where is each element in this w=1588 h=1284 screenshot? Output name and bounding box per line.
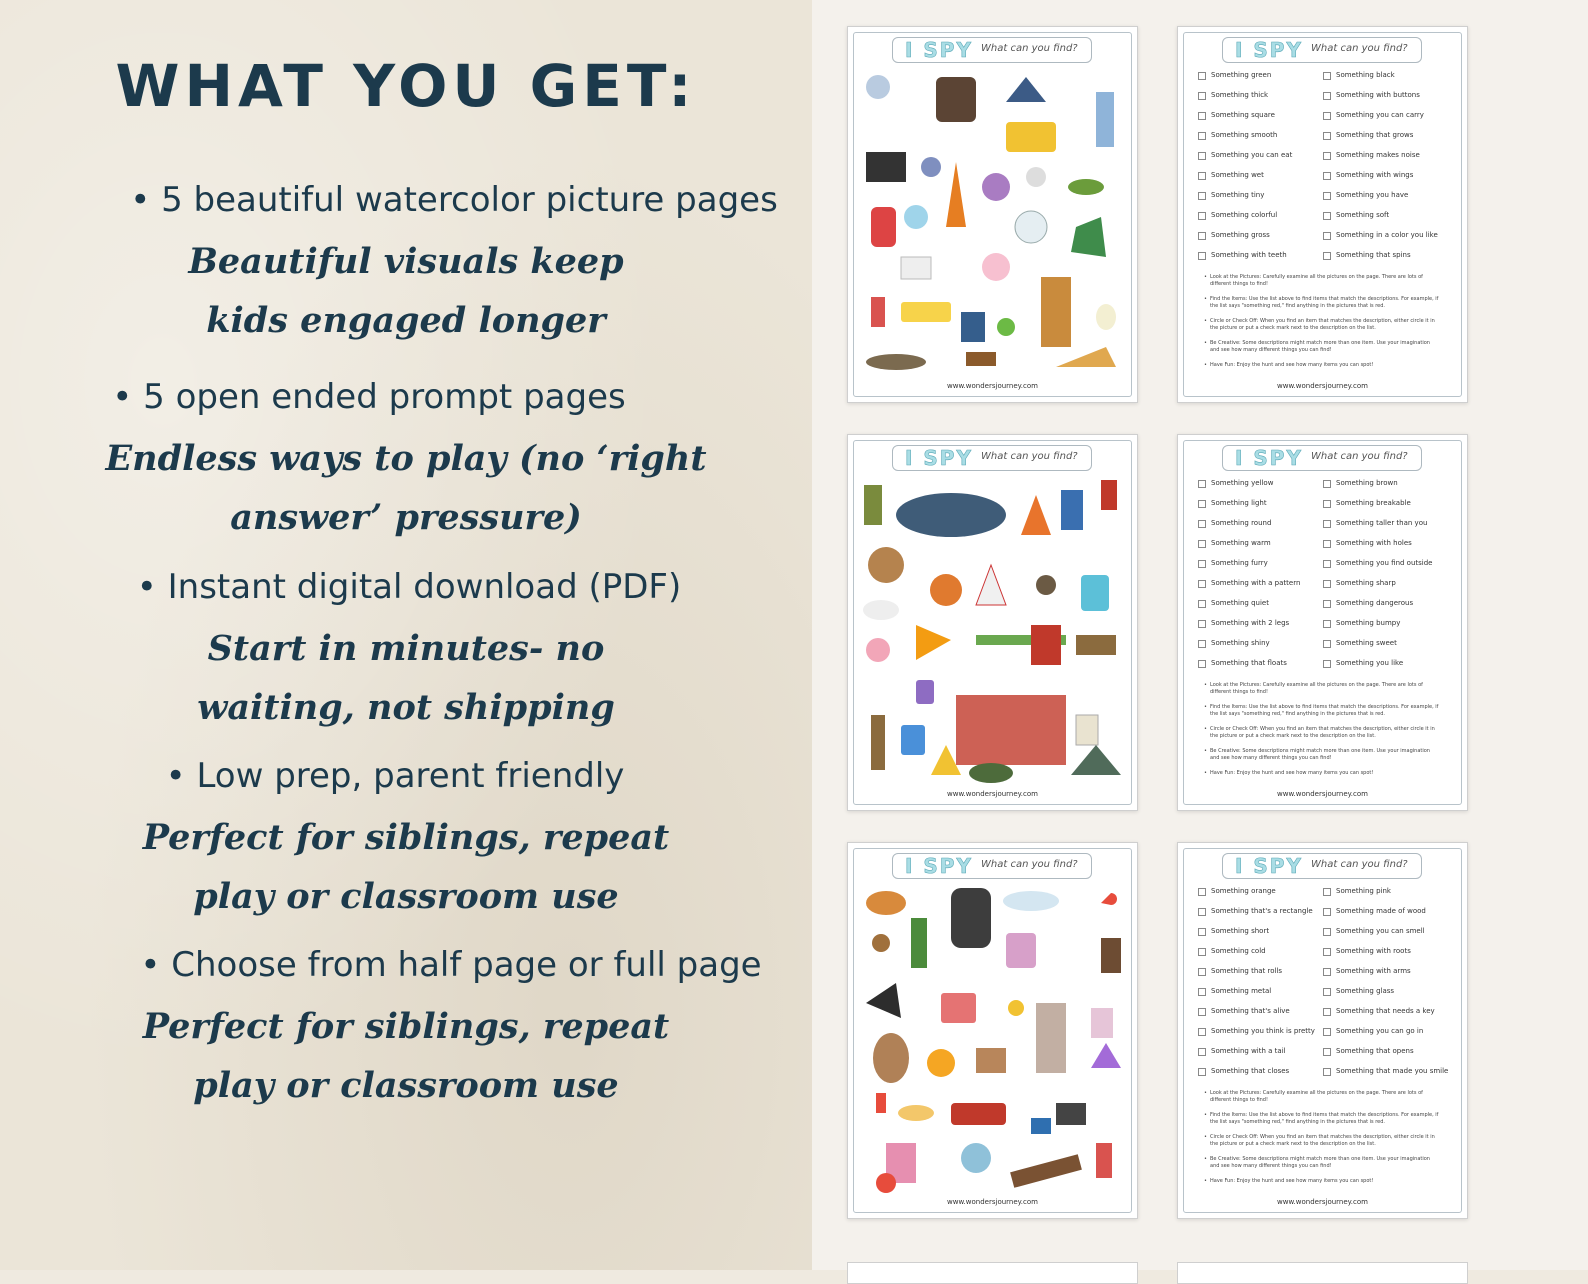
i-spy-logo: I SPY bbox=[905, 38, 973, 62]
prompt-item: Something round bbox=[1198, 519, 1323, 529]
prompt-item: Something you can smell bbox=[1323, 927, 1450, 937]
prompt-list bbox=[1198, 479, 1450, 669]
prompt-item: Something you like bbox=[1323, 659, 1450, 669]
prompt-list bbox=[1198, 887, 1450, 1077]
instructions: • Look at the Pictures: Carefully examine all the pictures on the page. There are lots of different things to find! • Find the Items: Use the list above to find items that match the descriptions. For example, if the list says "something red," find anything in the pictures that is red. • Circle or Check Off: When you find an item that matches the description, either circle it in the picture or put a check mark next to the description on the list. • Be Creative: Some descriptions might match more than one item. Use your imagination and see how many different things you can find! • Have Fun: Enjoy the hunt and see how many items you can spot! bbox=[1204, 1090, 1440, 1193]
prompt-item: Something you can eat bbox=[1198, 151, 1323, 161]
prompt-item: Something with holes bbox=[1323, 539, 1450, 549]
prompt-item: Something in a color you like bbox=[1323, 231, 1450, 241]
prompt-item: Something with 2 legs bbox=[1198, 619, 1323, 629]
prompt-item: Something glass bbox=[1323, 987, 1450, 997]
worksheet-subtitle: What can you find? bbox=[1311, 859, 1408, 870]
prompt-item: Something with roots bbox=[1323, 947, 1450, 957]
watercolor-illustrations bbox=[856, 67, 1128, 377]
feature-benefit: Start in minutes- no waiting, not shipping bbox=[197, 628, 615, 728]
watercolor-illustrations bbox=[856, 475, 1128, 785]
prompt-item: Something that floats bbox=[1198, 659, 1323, 669]
worksheet-header bbox=[892, 853, 1092, 879]
feature-2 bbox=[0, 375, 812, 547]
prompt-item: Something with a pattern bbox=[1198, 579, 1323, 589]
prompt-item: Something made of wood bbox=[1323, 907, 1450, 917]
feature-benefit: Perfect for siblings, repeat play or classroom use bbox=[142, 817, 670, 917]
prompt-item: Something that spins bbox=[1323, 251, 1450, 261]
prompt-item: Something that opens bbox=[1323, 1047, 1450, 1057]
prompt-item: Something black bbox=[1323, 71, 1450, 81]
picture-page-2 bbox=[847, 434, 1138, 811]
prompt-item: Something dangerous bbox=[1323, 599, 1450, 609]
worksheet-subtitle: What can you find? bbox=[1311, 451, 1408, 462]
prompt-item: Something you can go in bbox=[1323, 1027, 1450, 1037]
feature-bullet: • Low prep, parent friendly bbox=[165, 756, 625, 796]
worksheet-subtitle: What can you find? bbox=[981, 451, 1078, 462]
prompt-item: Something square bbox=[1198, 111, 1323, 121]
feature-4 bbox=[0, 754, 812, 926]
prompt-item: Something yellow bbox=[1198, 479, 1323, 489]
prompt-item: Something quiet bbox=[1198, 599, 1323, 609]
worksheet-subtitle: What can you find? bbox=[981, 43, 1078, 54]
prompt-item: Something wet bbox=[1198, 171, 1323, 181]
prompt-item: Something metal bbox=[1198, 987, 1323, 997]
feature-bullet: • Instant digital download (PDF) bbox=[136, 567, 682, 607]
next-page-peek bbox=[847, 1262, 1138, 1284]
prompt-page-3 bbox=[1177, 842, 1468, 1219]
watercolor-illustrations bbox=[856, 883, 1128, 1193]
prompt-item: Something that rolls bbox=[1198, 967, 1323, 977]
worksheet-url: www.wondersjourney.com bbox=[947, 382, 1038, 390]
i-spy-logo: I SPY bbox=[1235, 38, 1303, 62]
prompt-item: Something orange bbox=[1198, 887, 1323, 897]
prompt-item: Something that's alive bbox=[1198, 1007, 1323, 1017]
prompt-item: Something you can carry bbox=[1323, 111, 1450, 121]
i-spy-logo: I SPY bbox=[905, 854, 973, 878]
worksheet-header bbox=[1222, 445, 1422, 471]
feature-benefit: Beautiful visuals keep kids engaged longer bbox=[188, 241, 624, 341]
worksheet-subtitle: What can you find? bbox=[1311, 43, 1408, 54]
prompt-item: Something you have bbox=[1323, 191, 1450, 201]
i-spy-logo: I SPY bbox=[905, 446, 973, 470]
prompt-item: Something tiny bbox=[1198, 191, 1323, 201]
prompt-item: Something shiny bbox=[1198, 639, 1323, 649]
prompt-item: Something gross bbox=[1198, 231, 1323, 241]
prompt-item: Something with a tail bbox=[1198, 1047, 1323, 1057]
prompt-item: Something makes noise bbox=[1323, 151, 1450, 161]
instructions: • Look at the Pictures: Carefully examine all the pictures on the page. There are lots of different things to find! • Find the Items: Use the list above to find items that match the descriptions. For example, if the list says "something red," find anything in the pictures that is red. • Circle or Check Off: When you find an item that matches the description, either circle it in the picture or put a check mark next to the description on the list. • Be Creative: Some descriptions might match more than one item. Use your imagination and see how many different things you can find! • Have Fun: Enjoy the hunt and see how many items you can spot! bbox=[1204, 274, 1440, 377]
prompt-item: Something furry bbox=[1198, 559, 1323, 569]
i-spy-logo: I SPY bbox=[1235, 446, 1303, 470]
feature-benefit: Endless ways to play (no ‘right answer’ pressure) bbox=[105, 438, 707, 538]
worksheet-url: www.wondersjourney.com bbox=[1277, 1198, 1368, 1206]
worksheet-url: www.wondersjourney.com bbox=[947, 790, 1038, 798]
page-title: WHAT YOU GET: bbox=[115, 52, 697, 120]
prompt-item: Something sweet bbox=[1323, 639, 1450, 649]
prompt-item: Something short bbox=[1198, 927, 1323, 937]
prompt-item: Something pink bbox=[1323, 887, 1450, 897]
prompt-item: Something that needs a key bbox=[1323, 1007, 1450, 1017]
prompt-item: Something that grows bbox=[1323, 131, 1450, 141]
prompt-page-2 bbox=[1177, 434, 1468, 811]
picture-page-3 bbox=[847, 842, 1138, 1219]
feature-5 bbox=[0, 943, 812, 1115]
prompt-item: Something warm bbox=[1198, 539, 1323, 549]
prompt-item: Something with buttons bbox=[1323, 91, 1450, 101]
prompt-item: Something cold bbox=[1198, 947, 1323, 957]
prompt-list bbox=[1198, 71, 1450, 261]
worksheet-subtitle: What can you find? bbox=[981, 859, 1078, 870]
i-spy-logo: I SPY bbox=[1235, 854, 1303, 878]
prompt-item: Something that closes bbox=[1198, 1067, 1323, 1077]
prompt-item: Something you find outside bbox=[1323, 559, 1450, 569]
feature-3 bbox=[0, 565, 812, 737]
prompt-item: Something you think is pretty bbox=[1198, 1027, 1323, 1037]
worksheet-header bbox=[1222, 853, 1422, 879]
worksheet-url: www.wondersjourney.com bbox=[1277, 790, 1368, 798]
instructions: • Look at the Pictures: Carefully examine all the pictures on the page. There are lots of different things to find! • Find the Items: Use the list above to find items that match the descriptions. For example, if the list says "something red," find anything in the pictures that is red. • Circle or Check Off: When you find an item that matches the description, either circle it in the picture or put a check mark next to the description on the list. • Be Creative: Some descriptions might match more than one item. Use your imagination and see how many different things you can find! • Have Fun: Enjoy the hunt and see how many items you can spot! bbox=[1204, 682, 1440, 785]
prompt-item: Something green bbox=[1198, 71, 1323, 81]
feature-1 bbox=[0, 178, 812, 350]
feature-bullet: • 5 beautiful watercolor picture pages bbox=[130, 180, 778, 220]
prompt-item: Something with teeth bbox=[1198, 251, 1323, 261]
worksheet-header bbox=[892, 445, 1092, 471]
worksheet-url: www.wondersjourney.com bbox=[1277, 382, 1368, 390]
prompt-page-1 bbox=[1177, 26, 1468, 403]
prompt-item: Something breakable bbox=[1323, 499, 1450, 509]
prompt-item: Something thick bbox=[1198, 91, 1323, 101]
prompt-item: Something light bbox=[1198, 499, 1323, 509]
worksheet-url: www.wondersjourney.com bbox=[947, 1198, 1038, 1206]
feature-benefit: Perfect for siblings, repeat play or classroom use bbox=[142, 1006, 670, 1106]
prompt-item: Something colorful bbox=[1198, 211, 1323, 221]
picture-page-1 bbox=[847, 26, 1138, 403]
prompt-item: Something soft bbox=[1323, 211, 1450, 221]
worksheet-header bbox=[892, 37, 1092, 63]
feature-bullet: • Choose from half page or full page bbox=[140, 945, 762, 985]
prompt-item: Something with arms bbox=[1323, 967, 1450, 977]
feature-bullet: • 5 open ended prompt pages bbox=[112, 377, 626, 417]
prompt-item: Something with wings bbox=[1323, 171, 1450, 181]
prompt-item: Something taller than you bbox=[1323, 519, 1450, 529]
prompt-item: Something sharp bbox=[1323, 579, 1450, 589]
prompt-item: Something brown bbox=[1323, 479, 1450, 489]
worksheet-header bbox=[1222, 37, 1422, 63]
next-page-peek bbox=[1177, 1262, 1468, 1284]
prompt-item: Something that made you smile bbox=[1323, 1067, 1450, 1077]
prompt-item: Something bumpy bbox=[1323, 619, 1450, 629]
prompt-item: Something smooth bbox=[1198, 131, 1323, 141]
prompt-item: Something that's a rectangle bbox=[1198, 907, 1323, 917]
